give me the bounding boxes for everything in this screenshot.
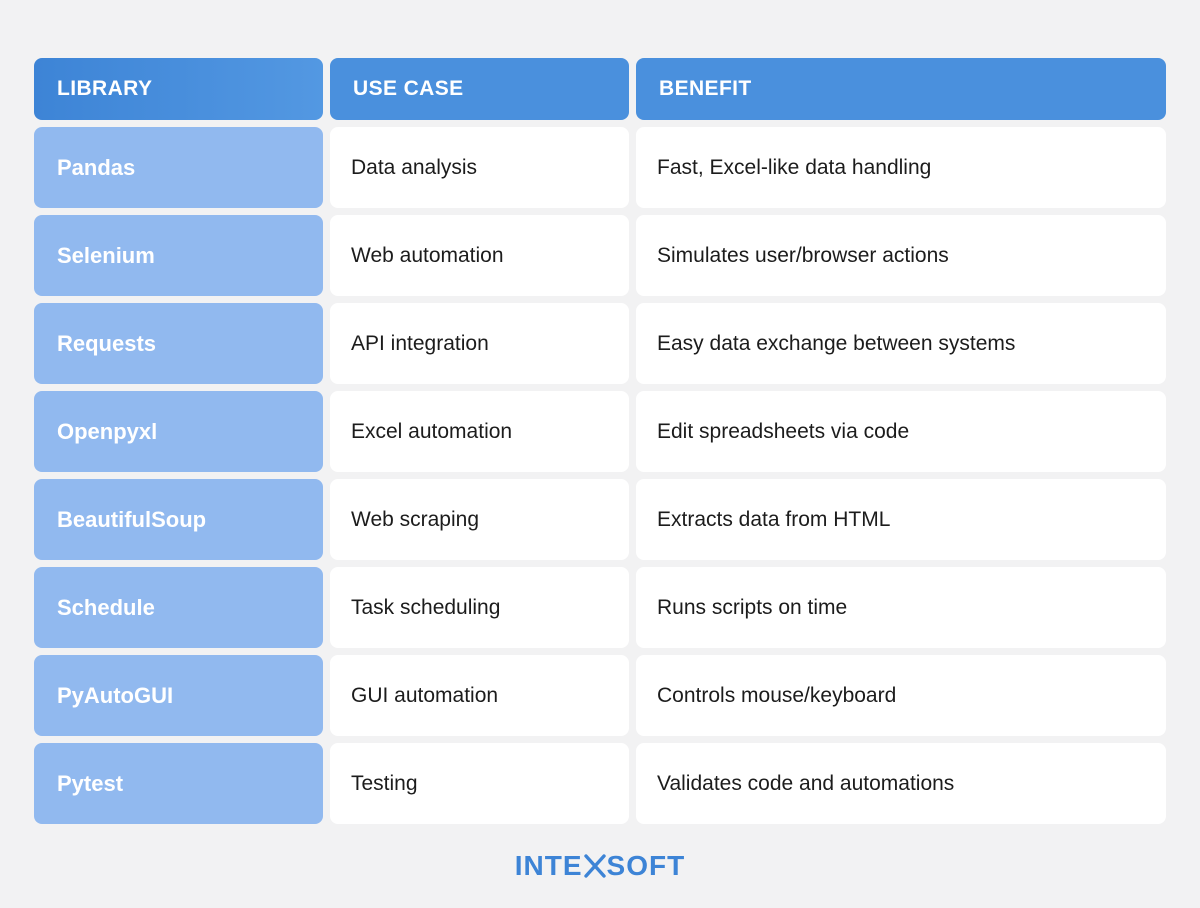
table-row: [34, 391, 1166, 472]
table-row: [34, 655, 1166, 736]
library-comparison-table: [34, 58, 1166, 824]
table-row: [34, 567, 1166, 648]
table-row: [34, 303, 1166, 384]
cell-benefit: Fast, Excel-like data handling: [636, 127, 1166, 208]
cell-benefit: Validates code and automations: [636, 743, 1166, 824]
cell-library: Pytest: [34, 743, 323, 824]
cell-benefit: Extracts data from HTML: [636, 479, 1166, 560]
cell-library: PyAutoGUI: [34, 655, 323, 736]
cell-benefit: Controls mouse/keyboard: [636, 655, 1166, 736]
cell-library: Selenium: [34, 215, 323, 296]
cell-benefit: Runs scripts on time: [636, 567, 1166, 648]
cell-use-case: API integration: [330, 303, 629, 384]
cell-benefit: Edit spreadsheets via code: [636, 391, 1166, 472]
table-row: [34, 479, 1166, 560]
cell-use-case: Testing: [330, 743, 629, 824]
cell-library: Pandas: [34, 127, 323, 208]
cell-library: BeautifulSoup: [34, 479, 323, 560]
table-row: [34, 215, 1166, 296]
cell-benefit: Easy data exchange between systems: [636, 303, 1166, 384]
footer: [34, 824, 1166, 908]
cell-library: Openpyxl: [34, 391, 323, 472]
cell-use-case: Task scheduling: [330, 567, 629, 648]
cell-use-case: Excel automation: [330, 391, 629, 472]
cell-use-case: Data analysis: [330, 127, 629, 208]
cell-use-case: GUI automation: [330, 655, 629, 736]
cell-use-case: Web scraping: [330, 479, 629, 560]
cell-library: Schedule: [34, 567, 323, 648]
brand-logo: [515, 850, 685, 882]
logo-text-second: SOFT: [606, 850, 686, 881]
logo-text-first: INTE: [514, 850, 583, 881]
table-row: [34, 743, 1166, 824]
x-mark-icon: [584, 853, 606, 879]
column-header-library: LIBRARY: [34, 58, 323, 120]
column-header-benefit: BENEFIT: [636, 58, 1166, 120]
cell-use-case: Web automation: [330, 215, 629, 296]
table-header-row: [34, 58, 1166, 120]
table-row: [34, 127, 1166, 208]
column-header-use-case: USE CASE: [330, 58, 629, 120]
cell-library: Requests: [34, 303, 323, 384]
cell-benefit: Simulates user/browser actions: [636, 215, 1166, 296]
